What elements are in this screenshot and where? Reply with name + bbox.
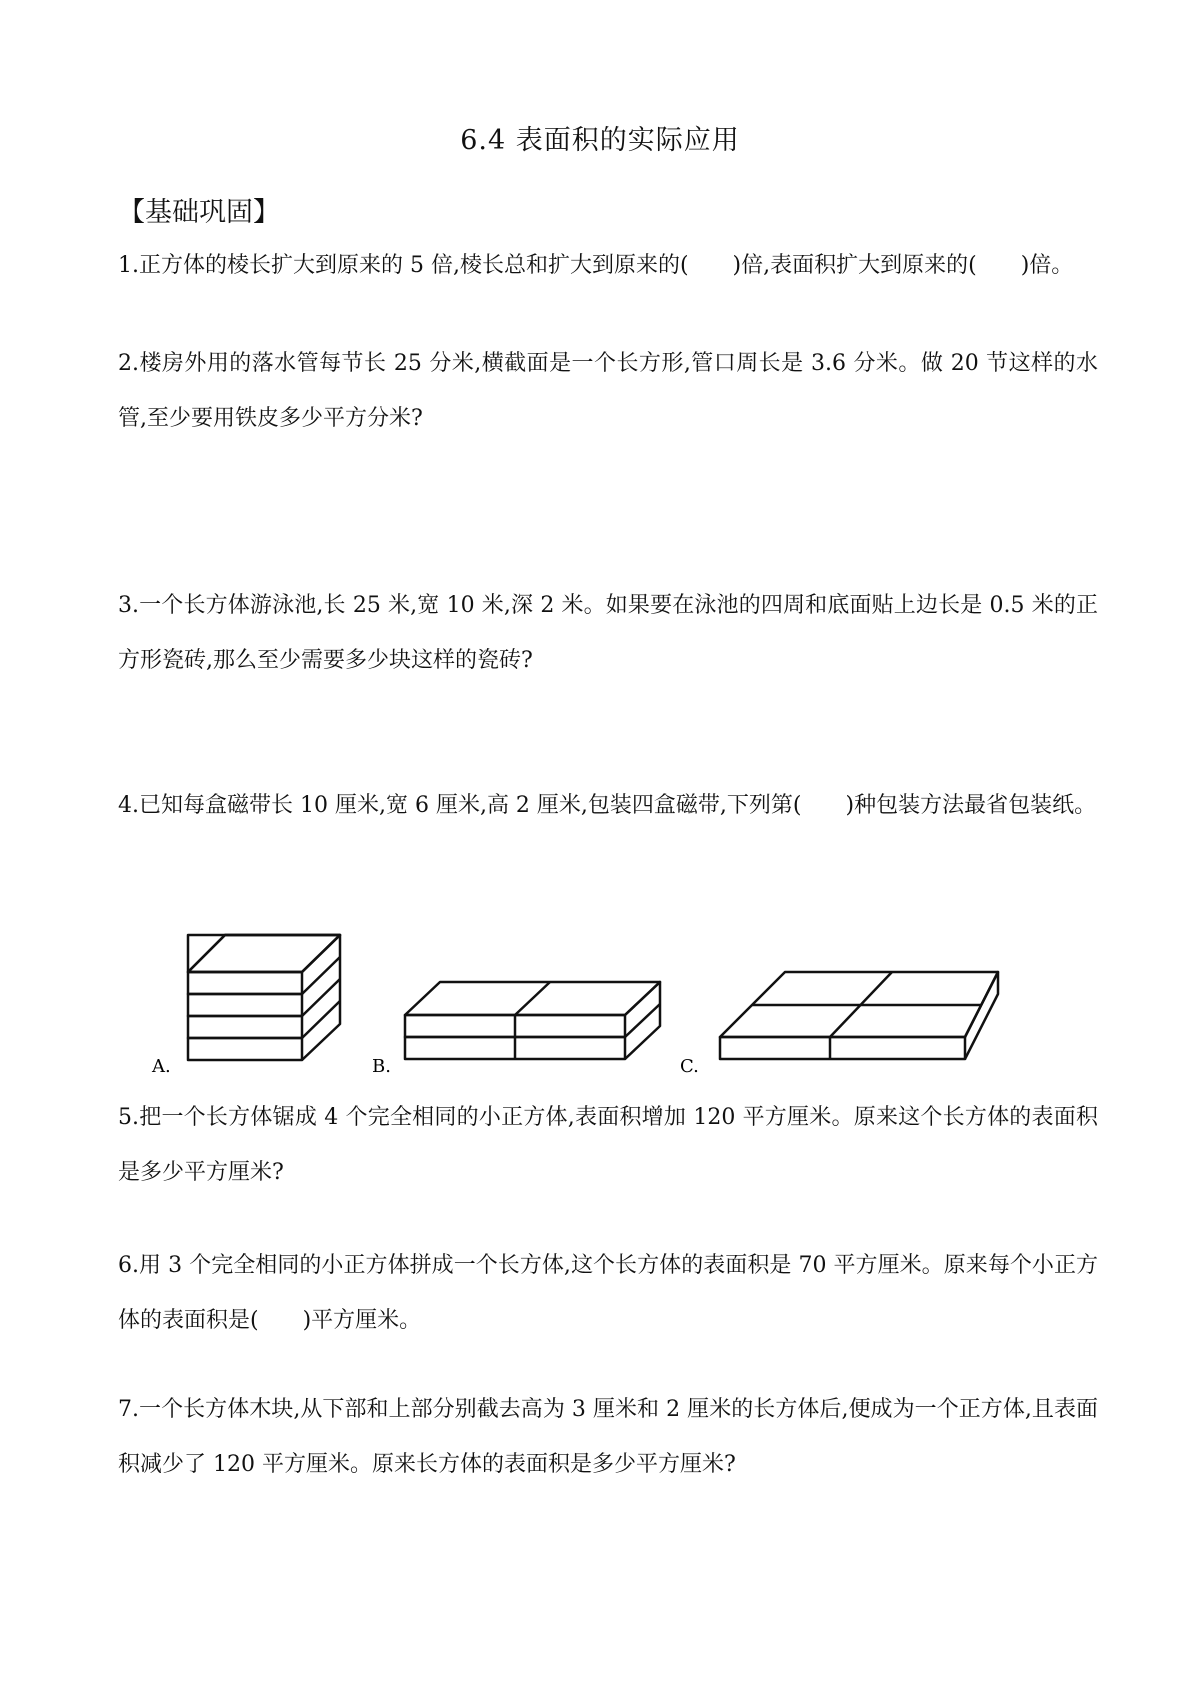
question-3: 3.一个长方体游泳池,长 25 米,宽 10 米,深 2 米。如果要在泳池的四周和底面贴上边长是 0.5 米的正方形瓷砖,那么至少需要多少块这样的瓷砖?	[118, 593, 1098, 673]
option-a-label: A.	[152, 1056, 171, 1077]
question-2: 2.楼房外用的落水管每节长 25 分米,横截面是一个长方形,管口周长是 3.6 分米。做 20 节这样的水管,至少要用铁皮多少平方分米?	[118, 351, 1098, 431]
option-c-flat-diagram	[720, 972, 998, 1059]
question-7: 7.一个长方体木块,从下部和上部分别截去高为 3 厘米和 2 厘米的长方体后,便成为一个正方体,且表面积减少了 120 平方厘米。原来长方体的表面积是多少平方厘米?	[118, 1397, 1098, 1477]
page-title: 6.4 表面积的实际应用	[460, 125, 740, 156]
option-c-label: C.	[680, 1056, 699, 1077]
question-4: 4.已知每盒磁带长 10 厘米,宽 6 厘米,高 2 厘米,包装四盒磁带,下列第( )种包装方法最省包装纸。	[118, 793, 1097, 818]
question-1: 1.正方体的棱长扩大到原来的 5 倍,棱长总和扩大到原来的( )倍,表面积扩大到原来的( )倍。	[118, 253, 1074, 278]
option-a-stack-diagram	[188, 920, 340, 1060]
option-b-label: B.	[372, 1056, 391, 1077]
question-6: 6.用 3 个完全相同的小正方体拼成一个长方体,这个长方体的表面积是 70 平方厘米。原来每个小正方体的表面积是( )平方厘米。	[118, 1253, 1098, 1333]
question-5: 5.把一个长方体锯成 4 个完全相同的小正方体,表面积增加 120 平方厘米。原来这个长方体的表面积是多少平方厘米?	[118, 1105, 1098, 1185]
packaging-options-figure	[0, 920, 1200, 1080]
section-heading: 【基础巩固】	[118, 197, 280, 228]
option-b-two-layer-diagram	[405, 982, 660, 1059]
